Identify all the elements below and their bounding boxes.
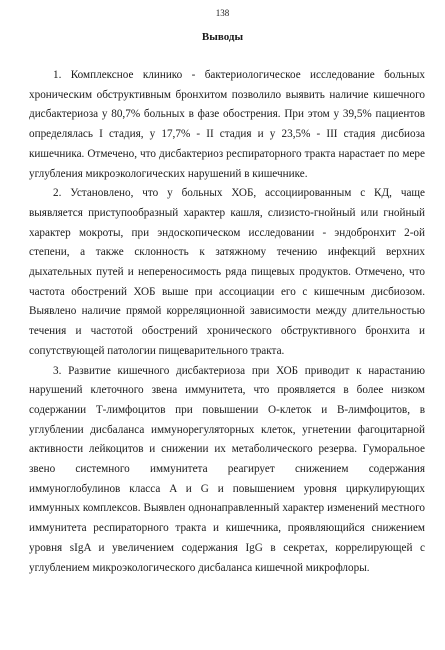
page-number: 138 [215, 8, 230, 18]
conclusions-body [29, 66, 425, 578]
conclusion-paragraph-3: 3. Развитие кишечного дисбактериоза при ХОБ приводит к нарастанию нарушений клеточного звена иммунитета, что проявляется в более низком содержании Т-лимфоцитов при повышении О-клеток и В-лимфоцитов, в углублении дисбаланса иммунорегуляторных клеток, угнетении фагоцитарной активности лейкоцитов и снижении их метаболического резерва. Гуморальное звено системного иммунитета реагирует снижением содержания иммуноглобулинов класса A и G и повышением уровня циркулирующих иммунных комплексов. Выявлен однонаправленный характер изменений местного иммунитета респираторного тракта и кишечника, проявляющийся снижением уровня sIgA и увеличением содержания IgG в секретах, коррелирующей с углублением микроэкологического дисбаланса кишечной микрофлоры. [29, 364, 425, 574]
conclusion-paragraph-2: 2. Установлено, что у больных ХОБ, ассоциированным с КД, чаще выявляется приступообразный характер кашля, слизисто-гнойный или гнойный характер мокроты, при эндоскопическом исследовании - эндобронхит 2-ой степени, а также склонность к затяжному течению инфекций верхних дыхательных путей и непереносимость ряда пищевых продуктов. Отмечено, что частота обострений ХОБ выше при ассоциации его с кишечным дисбиозом. Выявлено наличие прямой корреляционной зависимости между длительностью течения и частотой обострений хронического обструктивного бронхита и сопутствующей патологии пищеварительного тракта. [29, 187, 425, 357]
section-title: Выводы [201, 31, 244, 43]
conclusion-paragraph-1: 1. Комплексное клинико - бактериологическое исследование больных хроническим обструктивным бронхитом позволило выявить наличие кишечного дисбактериоза у 80,7% больных в фазе обострения. При этом у 39,5% пациентов определялась I стадия, у 17,7% - II стадия и у 23,5% - III стадия дисбиоза кишечника. Отмечено, что дисбактериоз респираторного тракта нарастает по мере углубления микроэкологических нарушений в кишечнике. [29, 69, 425, 180]
